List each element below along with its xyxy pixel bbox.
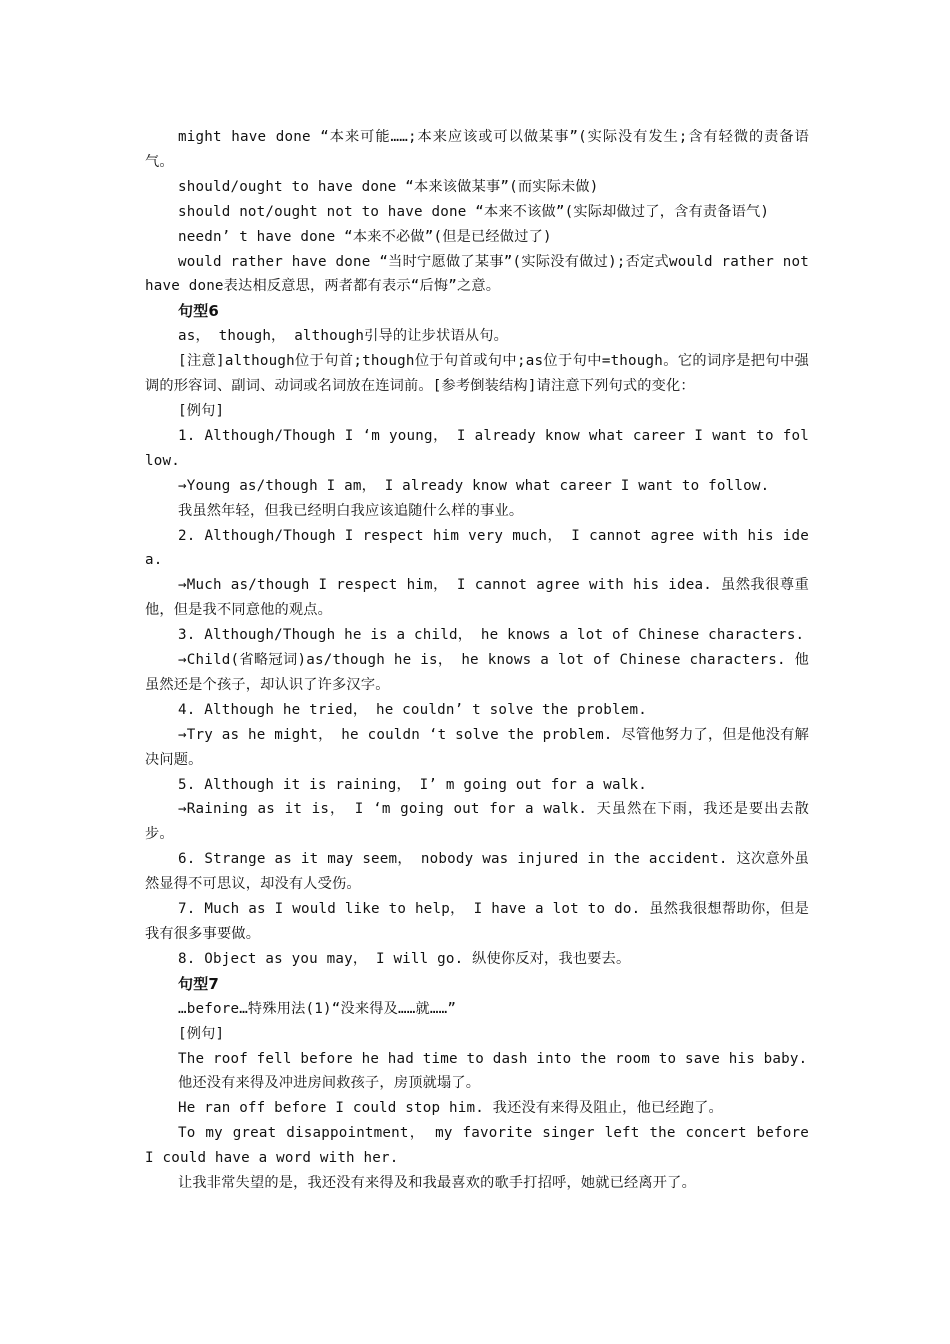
paragraph: should/ought to have done “本来该做某事”(而实际未做)	[178, 178, 599, 195]
example-label: [例句]	[178, 402, 225, 419]
paragraph: should not/ought not to have done “本来不该做”(实际却做过了，含有责备语气)	[178, 203, 770, 220]
example-sentence: →Try as he might， he couldn ‘t solve the problem. 尽管他努力了，但是他没有解决问题。	[145, 726, 809, 768]
example-sentence: He ran off before I could stop him. 我还没有来得及阻止，他已经跑了。	[178, 1100, 723, 1117]
example-sentence: 2. Although/Though I respect him very much， I cannot agree with his idea.	[145, 527, 809, 569]
example-label: [例句]	[178, 1025, 225, 1042]
example-sentence: 8. Object as you may， I will go. 纵使你反对，我也要去。	[178, 950, 631, 967]
section-heading: 句型7	[178, 974, 220, 993]
example-sentence: 5. Although it is raining， I’ m going out for a walk.	[178, 776, 647, 793]
paragraph: as， though， although引导的让步状语从句。	[178, 328, 508, 345]
example-sentence: 7. Much as I would like to help， I have a lot to do. 虽然我很想帮助你，但是我有很多事要做。	[145, 901, 809, 942]
example-translation: 我虽然年轻，但我已经明白我应该追随什么样的事业。	[178, 502, 524, 519]
paragraph: would rather have done “当时宁愿做了某事”(实际没有做过);否定式would rather not have done表达相反意思，两者都有表示“后悔”之意。	[145, 253, 809, 295]
example-sentence: →Child(省略冠词)as/though he is， he knows a lot of Chinese characters. 他虽然还是个孩子，却认识了许多汉字。	[145, 652, 809, 693]
example-sentence: →Young as/though I am， I already know what career I want to follow.	[178, 477, 770, 494]
document-body	[145, 125, 809, 1196]
example-sentence: 3. Although/Though he is a child， he knows a lot of Chinese characters.	[178, 627, 805, 644]
example-sentence: The roof fell before he had time to dash into the room to save his baby.	[178, 1050, 808, 1067]
example-sentence: 1. Although/Though I ‘m young， I already know what career I want to follow.	[145, 427, 809, 469]
paragraph: …before…特殊用法(1)“没来得及……就……”	[178, 1000, 457, 1017]
paragraph: might have done “本来可能……;本来应该或可以做某事”(实际没有发生;含有轻微的责备语气。	[145, 129, 809, 170]
example-sentence: →Raining as it is， I ‘m going out for a walk. 天虽然在下雨，我还是要出去散步。	[145, 801, 809, 843]
paragraph: needn’ t have done “本来不必做”(但是已经做过了)	[178, 228, 552, 245]
example-sentence: 4. Although he tried， he couldn’ t solve the problem.	[178, 701, 647, 718]
example-sentence: →Much as/though I respect him， I cannot agree with his idea. 虽然我很尊重他，但是我不同意他的观点。	[145, 577, 809, 619]
example-translation: 他还没有来得及冲进房间救孩子，房顶就塌了。	[178, 1075, 481, 1092]
example-sentence: 6. Strange as it may seem， nobody was injured in the accident. 这次意外虽然显得不可思议，却没有人受伤。	[145, 851, 809, 893]
example-translation: 让我非常失望的是，我还没有来得及和我最喜欢的歌手打招呼，她就已经离开了。	[178, 1175, 696, 1192]
section-heading: 句型6	[178, 302, 220, 321]
example-sentence: To my great disappointment， my favorite singer left the concert before I could have a word with her.	[145, 1125, 809, 1167]
paragraph: [注意]although位于句首;though位于句首或句中;as位于句中=though。它的词序是把句中强调的形容词、副词、动词或名词放在连词前。[参考倒装结构]请注意下列句式的变化：	[145, 353, 809, 395]
